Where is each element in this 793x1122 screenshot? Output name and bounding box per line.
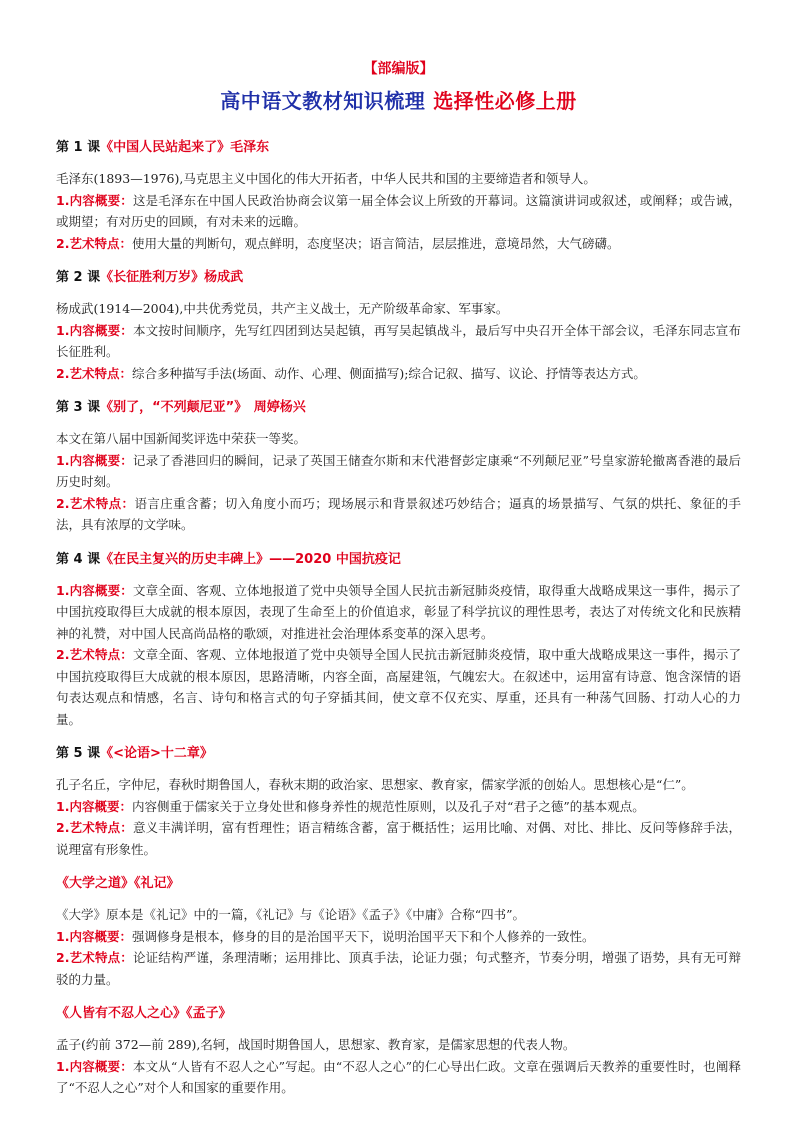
lesson-2-heading	[56, 268, 741, 288]
content-label: 1.内容概要：	[56, 798, 132, 814]
author-intro: 孔子名丘，字仲尼，春秋时期鲁国人，春秋末期的政治家、思想家、教育家，儒家学派的创始人。思想核心是“仁”。	[56, 777, 694, 792]
lesson-1-heading	[56, 138, 741, 158]
content-summary	[56, 190, 741, 233]
lesson-5-heading	[56, 744, 741, 764]
lesson-number: 第 3 课	[56, 400, 101, 415]
content-label: 1.内容概要：	[56, 1058, 133, 1074]
author-intro: 毛泽东(1893—1976),马克思主义中国化的伟大开拓者，中华人民共和国的主要缔造者和领导人。	[56, 171, 596, 186]
lesson-title: 《<论语>十二章》	[100, 746, 213, 761]
art-label: 2.艺术特点：	[56, 950, 133, 965]
content-summary	[56, 580, 741, 645]
content-text: 内容侧重于儒家关于立身处世和修身养性的规范性原则，以及孔子对“君子之德”的基本观点。	[131, 798, 645, 814]
art-text: 语言庄重含蓄；切入角度小而巧；现场展示和背景叙述巧妙结合；逼真的场景描写、气氛的烘托、象征的手法，具有浓厚的文学味。	[56, 495, 741, 532]
lesson-title: 《中国人民站起来了》毛泽东	[100, 140, 270, 155]
art-text: 使用大量的判断句，观点鲜明，态度坚决；语言简洁，层层推进，意境昂然，大气磅礴。	[131, 235, 620, 251]
lesson-number: 第 5 课	[56, 746, 101, 761]
content-label: 1.内容概要：	[56, 582, 133, 598]
author-intro: 本文在第八届中国新闻奖评选中荣获一等奖。	[56, 431, 307, 446]
content-text: 本文按时间顺序，先写红四团到达吴起镇，再写吴起镇战斗，最后写中央召开全体干部会议，毛泽东同志宣布长征胜利。	[56, 322, 741, 359]
art-features	[56, 644, 741, 730]
content-summary	[56, 320, 741, 363]
content-label: 1.内容概要：	[56, 452, 133, 468]
content-summary	[56, 926, 741, 948]
content-label: 1.内容概要：	[56, 192, 133, 208]
lesson-title: 《别了，“不列颠尼亚”》 周婷杨兴	[100, 400, 306, 415]
content-summary	[56, 796, 741, 818]
art-text: 论证结构严谨，条理清晰；运用排比、顶真手法，论证力强；句式整齐，节奏分明，增强了语势，具有无可辩驳的力量。	[56, 950, 741, 987]
content-label: 1.内容概要：	[56, 928, 132, 944]
lesson-3-heading	[56, 398, 741, 418]
content-summary	[56, 1056, 741, 1099]
art-label: 2.艺术特点：	[56, 820, 133, 835]
lesson-number: 第 1 课	[56, 140, 101, 155]
page-title-sub: 选择性必修上册	[433, 89, 577, 113]
content-text: 记录了香港回归的瞬间，记录了英国王储查尔斯和末代港督彭定康乘“不列颠尼亚”号皇家游轮撤离香港的最后历史时刻。	[56, 452, 741, 489]
author-intro: 杨成武(1914—2004),中共优秀党员，共产主义战士，无产阶级革命家、军事家。	[56, 301, 509, 316]
content-summary	[56, 450, 741, 493]
art-text: 综合多种描写手法(场面、动作、心理、侧面描写);综合记叙、描写、议论、抒情等表达方式。	[131, 365, 646, 381]
author-intro: 《大学》原本是《礼记》中的一篇，《礼记》与《论语》《孟子》《中庸》合称“四书”。	[56, 907, 526, 922]
art-label: 2.艺术特点：	[56, 495, 135, 511]
art-features	[56, 363, 741, 385]
lesson-number: 第 2 课	[56, 270, 101, 285]
content-text: 本文从“人皆有不忍人之心”写起。由“不忍人之心”的仁心导出仁政。文章在强调后天教养的重要性时，也阐释了“不忍人之心”对个人和国家的重要作用。	[56, 1058, 741, 1095]
mengzi-heading	[56, 1004, 741, 1024]
page-title	[56, 86, 741, 116]
lesson-title: 《人皆有不忍人之心》《孟子》	[56, 1006, 232, 1021]
art-features	[56, 947, 741, 990]
art-features	[56, 233, 741, 255]
lesson-title: 《长征胜利万岁》杨成武	[100, 270, 244, 285]
art-label: 2.艺术特点：	[56, 365, 132, 381]
daxue-heading	[56, 874, 741, 894]
art-label: 2.艺术特点：	[56, 235, 132, 251]
art-label: 2.艺术特点：	[56, 647, 133, 662]
lesson-number: 第 4 课	[56, 551, 101, 567]
content-text: 强调修身是根本，修身的目的是治国平天下，说明治国平天下和个人修养的一致性。	[131, 928, 595, 944]
edition-badge: 【部编版】	[363, 61, 434, 77]
content-text: 这是毛泽东在中国人民政治协商会议第一届全体会议上所致的开幕词。这篇演讲词或叙述，或阐释；或告诫，或期望；有对历史的回顾，有对未来的远瞻。	[56, 192, 741, 229]
lesson-title: 《在民主复兴的历史丰碑上》——2020 中国抗疫记	[100, 551, 401, 567]
author-intro: 孟子(约前 372—前 289),名轲，战国时期鲁国人，思想家、教育家，是儒家思想的代表人物。	[56, 1037, 576, 1052]
lesson-title: 《大学之道》《礼记》	[56, 876, 180, 891]
content-text: 文章全面、客观、立体地报道了党中央领导全国人民抗击新冠肺炎疫情，取得重大战略成果这一事件，揭示了中国抗疫取得巨大成就的根本原因，表现了生命至上的价值追求，彰显了科学抗议的理性思考，表达了对传统文化和民族精神的礼赞，对中国人民高尚品格的歌颂，对推进社会治理体系变革的深入思考。	[56, 582, 741, 641]
art-text: 文章全面、客观、立体地报道了党中央领导全国人民抗击新冠肺炎疫情，取中重大战略成果这一事件，揭示了中国抗疫取得巨大成就的根本原因，思路清晰，内容全面，高屋建瓴，气魄宏大。在叙述中，运用富有诗意、饱含深情的语句表达观点和情感，名言、诗句和格言式的句子穿插其间，使文章不仅充实、厚重，还具有一种荡气回肠、打动人心的力量。	[56, 647, 741, 727]
lesson-4-heading	[56, 550, 741, 570]
art-features	[56, 817, 741, 860]
art-features	[56, 493, 741, 536]
content-label: 1.内容概要：	[56, 322, 133, 338]
art-text: 意义丰满详明，富有哲理性；语言精练含蓄，富于概括性；运用比喻、对偶、对比、排比、反问等修辞手法，说理富有形象性。	[56, 820, 741, 857]
page-title-main: 高中语文教材知识梳理	[220, 89, 426, 113]
